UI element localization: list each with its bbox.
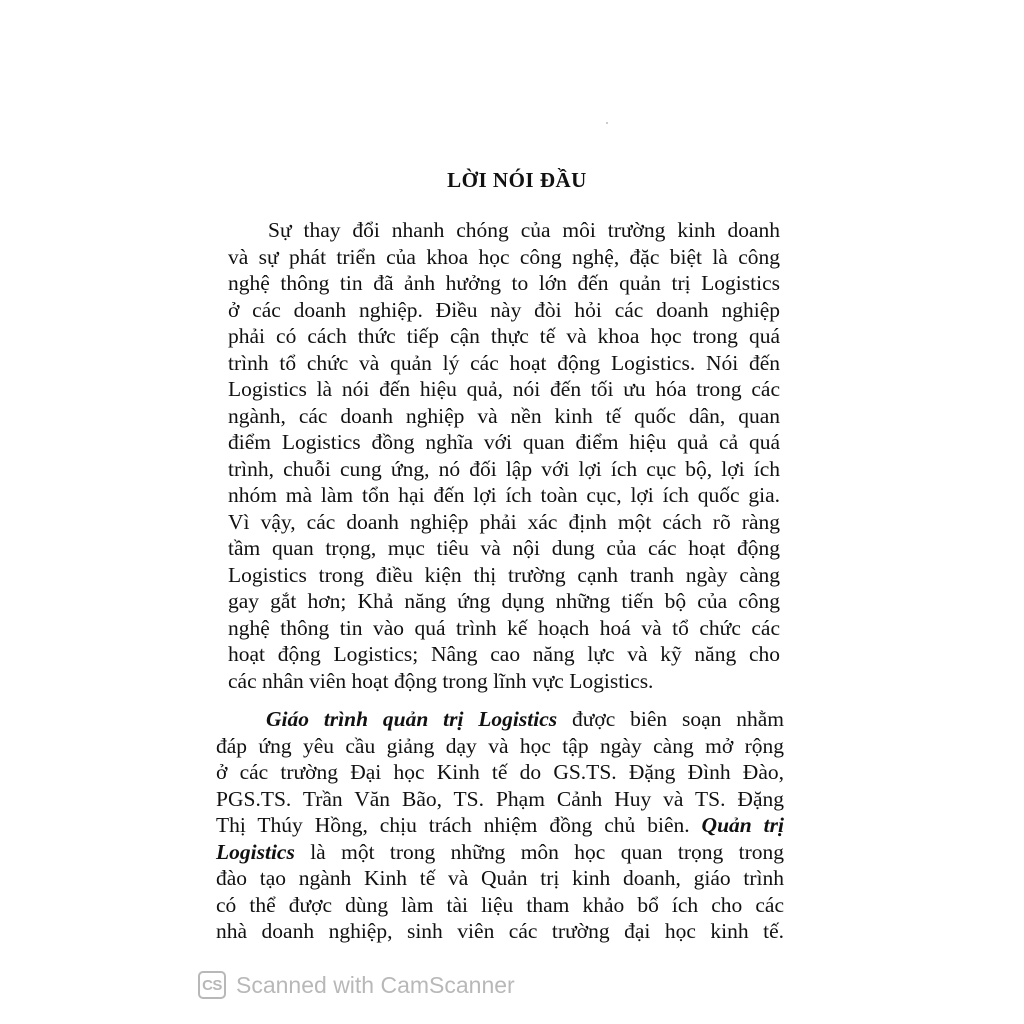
- paragraph-line: ở các trường Đại học Kinh tế do GS.TS. Đặng Đình Đào,: [216, 760, 784, 784]
- line-text: là một trong những môn học quan trọng trong: [294, 839, 784, 864]
- camscanner-logo-icon: CS: [198, 971, 226, 999]
- paragraph-line: tầm quan trọng, mục tiêu và nội dung của các hoạt động: [228, 536, 780, 560]
- paragraph-line: trình tổ chức và quản lý các hoạt động Logistics. Nói đến: [228, 350, 780, 375]
- watermark-text: Scanned with CamScanner: [236, 971, 515, 998]
- paragraph-line: Logistics là nói đến hiệu quả, nói đến tối ưu hóa trong các: [228, 377, 780, 401]
- paragraph-line: [216, 706, 784, 733]
- paragraph-line: phải có cách thức tiếp cận thực tế và khoa học trong quá: [228, 324, 780, 348]
- paragraph-line: [216, 812, 784, 839]
- page-title: LỜI NÓI ĐẦU: [447, 168, 587, 192]
- scan-speck: [606, 122, 608, 124]
- paragraph-line: gay gắt hơn; Khả năng ứng dụng những tiến bộ của công: [228, 589, 780, 613]
- paragraph-line: Vì vậy, các doanh nghiệp phải xác định một cách rõ ràng: [228, 509, 780, 534]
- paragraph-line: có thể được dùng làm tài liệu tham khảo bổ ích cho các: [216, 892, 784, 917]
- paragraph-line: ở các doanh nghiệp. Điều này đòi hỏi các doanh nghiệp: [228, 297, 780, 322]
- paragraph-line: Sự thay đổi nhanh chóng của môi trường kinh doanh: [268, 218, 780, 242]
- paragraph-line: nghệ thông tin đã ảnh hưởng to lớn đến quản trị Logistics: [228, 271, 780, 295]
- paragraph-line: Logistics trong điều kiện thị trường cạnh tranh ngày càng: [228, 562, 780, 587]
- paragraph-line: PGS.TS. Trần Văn Bão, TS. Phạm Cảnh Huy và TS. Đặng: [216, 786, 784, 811]
- paragraph-line: [216, 839, 784, 866]
- paragraph-line: trình, chuỗi cung ứng, nó đối lập với lợi ích cục bộ, lợi ích: [228, 456, 780, 481]
- line-text: Thị Thúy Hồng, chịu trách nhiệm đồng chủ biên.: [216, 813, 702, 837]
- paragraph-line: đáp ứng yêu cầu giảng dạy và học tập ngày càng mở rộng: [216, 733, 784, 758]
- paragraph-line: đào tạo ngành Kinh tế và Quản trị kinh doanh, giáo trình: [216, 866, 784, 890]
- book-title-emphasis: Giáo trình quản trị Logistics: [266, 707, 558, 731]
- subject-emphasis: Quản trị: [701, 813, 784, 837]
- subject-emphasis: Logistics: [216, 839, 295, 864]
- paragraph-line: hoạt động Logistics; Nâng cao năng lực và kỹ năng cho: [228, 642, 780, 666]
- camscanner-watermark: [198, 968, 515, 1002]
- paragraph-line: điểm Logistics đồng nghĩa với quan điểm hiệu quả cả quá: [228, 430, 780, 454]
- paragraph-line: các nhân viên hoạt động trong lĩnh vực Logistics.: [228, 668, 654, 693]
- paragraph-line: nghệ thông tin vào quá trình kế hoạch hoá và tổ chức các: [228, 615, 780, 640]
- paragraph-line: ngành, các doanh nghiệp và nền kinh tế quốc dân, quan: [228, 403, 780, 428]
- paragraph-1: [228, 217, 780, 694]
- paragraph-line: và sự phát triển của khoa học công nghệ, đặc biệt là công: [228, 244, 780, 269]
- paragraph-line: nhà doanh nghiệp, sinh viên các trường đại học kinh tế.: [216, 919, 784, 943]
- line-text: được biên soạn nhằm: [557, 707, 784, 731]
- paragraph-2: [216, 706, 784, 945]
- paragraph-line: nhóm mà làm tổn hại đến lợi ích toàn cục, lợi ích quốc gia.: [228, 483, 780, 507]
